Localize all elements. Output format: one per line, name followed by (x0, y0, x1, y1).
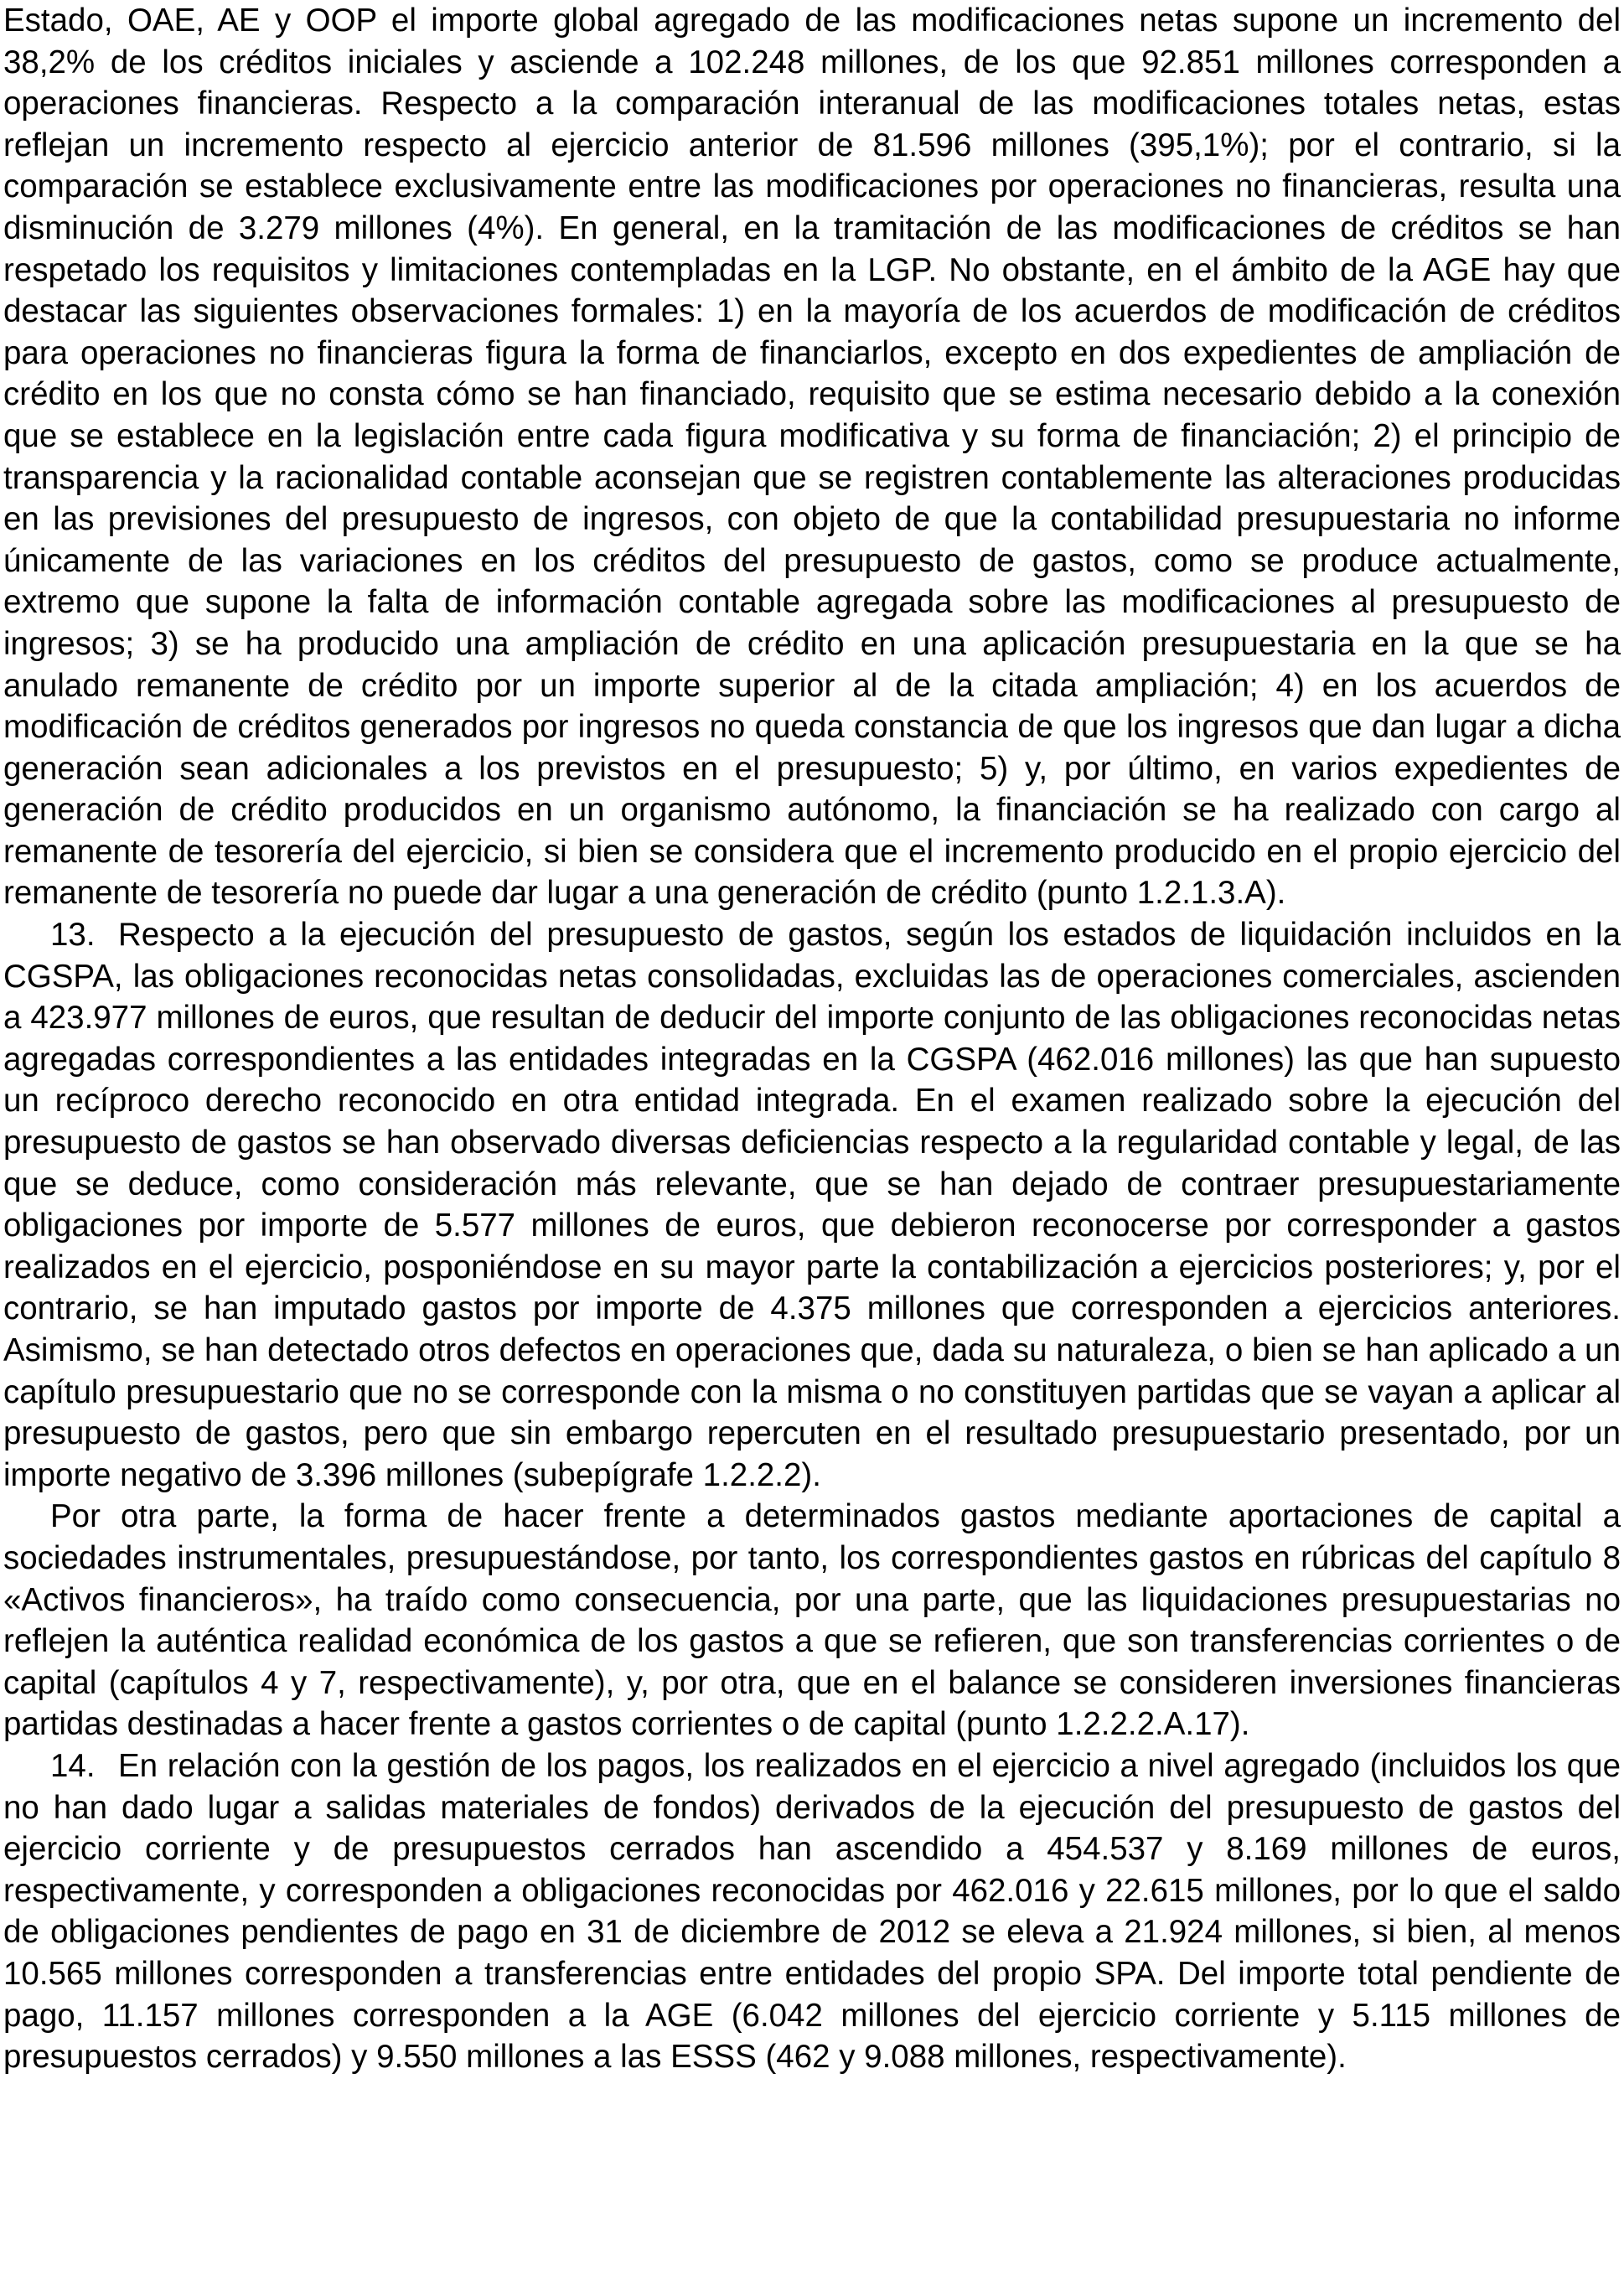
paragraph-number: 14. (50, 1747, 96, 1784)
paragraph-continuation (3, 0, 1621, 914)
paragraph-number: 13. (50, 917, 96, 954)
paragraph-text: En relación con la gestión de los pagos, los realizados en el ejercicio a nivel agregado (incluidos los que no han dado lugar a salidas materiales de fondos) derivados de la ejecución del presupuesto de gastos del ejercicio corriente y de presupuestos cerrados han ascendido a 454.537 y 8.169 millones de euros, respectivamente, y corresponden a obligaciones reconocidas por 462.016 y 22.615 millones, por lo que el saldo de obligaciones pendientes de pago en 31 de diciembre de 2012 se eleva a 21.924 millones, si bien, al menos 10.565 millones corresponden a transferencias entre entidades del propio SPA. Del importe total pendiente de pago, 11.157 millones corresponden a la AGE (6.042 millones del ejercicio corriente y 5.115 millones de presupuestos cerrados) y 9.550 millones a las ESSS (462 y 9.088 millones, respectivamente). (3, 1747, 1621, 2076)
paragraph-text: Por otra parte, la forma de hacer frente a determinados gastos mediante aportaciones de capital a sociedades instrumentales, presupuestándose, por tanto, los correspondientes gastos en rúbricas del capítulo 8 «Activos financieros», ha traído como consecuencia, por una parte, que las liquidaciones presupuestarias no reflejen la auténtica realidad económica de los gastos a que se refieren, que son transferencias corrientes o de capital (capítulos 4 y 7, respectivamente), y, por otra, que en el balance se consideren inversiones financieras partidas destinadas a hacer frente a gastos corrientes o de capital (punto 1.2.2.2.A.17). (3, 1498, 1621, 1743)
document-page (3, 0, 1621, 2078)
paragraph-13 (3, 914, 1621, 1496)
paragraph-text: Respecto a la ejecución del presupuesto de gastos, según los estados de liquidación incluidos en la CGSPA, las obligaciones reconocidas netas consolidadas, excluidas las de operaciones comerciales, ascienden a 423.977 millones de euros, que resultan de deducir del importe conjunto de las obligaciones reconocidas netas agregadas correspondientes a las entidades integradas en la CGSPA (462.016 millones) las que han supuesto un recíproco derecho reconocido en otra entidad integrada. En el examen realizado sobre la ejecución del presupuesto de gastos se han observado diversas deficiencias respecto a la regularidad contable y legal, de las que se deduce, como consideración más relevante, que se han dejado de contraer presupuestariamente obligaciones por importe de 5.577 millones de euros, que debieron reconocerse por corresponder a gastos realizados en el ejercicio, posponiéndose en su mayor parte la contabilización a ejercicios posteriores; y, por el contrario, se han imputado gastos por importe de 4.375 millones que corresponden a ejercicios anteriores. Asimismo, se han detectado otros defectos en operaciones que, dada su naturaleza, o bien se han aplicado a un capítulo presupuestario que no se corresponde con la misma o no constituyen partidas que se vayan a aplicar al presupuesto de gastos, pero que sin embargo repercuten en el resultado presupuestario presentado, por un importe negativo de 3.396 millones (subepígrafe 1.2.2.2). (3, 917, 1621, 1493)
paragraph-text: Estado, OAE, AE y OOP el importe global agregado de las modificaciones netas supone un incremento del 38,2% de los créditos iniciales y asciende a 102.248 millones, de los que 92.851 millones corresponden a operaciones financieras. Respecto a la comparación interanual de las modificaciones totales netas, estas reflejan un incremento respecto al ejercicio anterior de 81.596 millones (395,1%); por el contrario, si la comparación se establece exclusivamente entre las modificaciones por operaciones no financieras, resulta una disminución de 3.279 millones (4%). En general, en la tramitación de las modificaciones de créditos se han respetado los requisitos y limitaciones contempladas en la LGP. No obstante, en el ámbito de la AGE hay que destacar las siguientes observaciones formales: 1) en la mayoría de los acuerdos de modificación de créditos para operaciones no financieras figura la forma de financiarlos, excepto en dos expedientes de ampliación de crédito en los que no consta cómo se han financiado, requisito que se estima necesario debido a la conexión que se establece en la legislación entre cada figura modificativa y su forma de financiación; 2) el principio de transparencia y la racionalidad contable aconsejan que se registren contablemente las alteraciones producidas en las previsiones del presupuesto de ingresos, con objeto de que la contabilidad presupuestaria no informe únicamente de las variaciones en los créditos del presupuesto de gastos, como se produce actualmente, extremo que supone la falta de información contable agregada sobre las modificaciones al presupuesto de ingresos; 3) se ha producido una ampliación de crédito en una aplicación presupuestaria en la que se ha anulado remanente de crédito por un importe superior al de la citada ampliación; 4) en los acuerdos de modificación de créditos generados por ingresos no queda constancia de que los ingresos que dan lugar a dicha generación sean adicionales a los previstos en el presupuesto; 5) y, por último, en varios expedientes de generación de crédito producidos en un organismo autónomo, la financiación se ha realizado con cargo al remanente de tesorería del ejercicio, si bien se considera que el incremento producido en el propio ejercicio del remanente de tesorería no puede dar lugar a una generación de crédito (punto 1.2.1.3.A). (3, 3, 1621, 912)
paragraph-13-continued (3, 1496, 1621, 1745)
paragraph-14 (3, 1745, 1621, 2078)
